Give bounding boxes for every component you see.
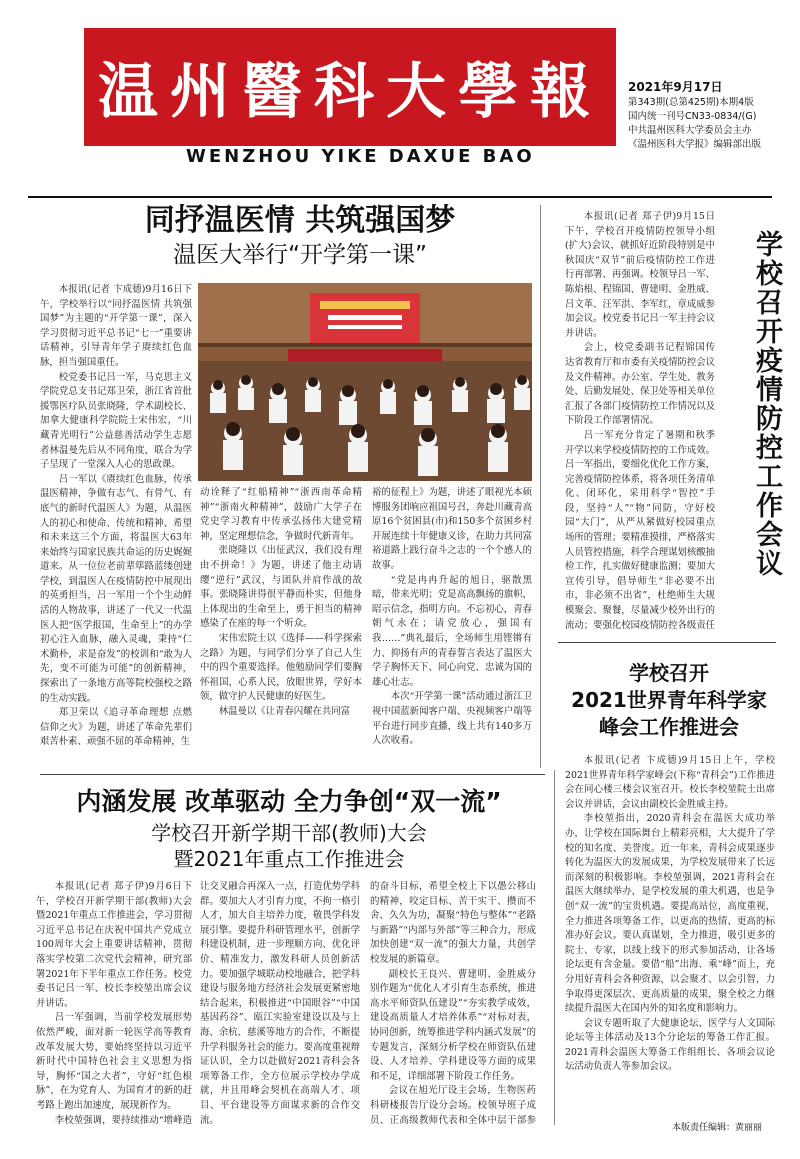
issue-editor-office: 《温州医科大学报》编辑部出版: [628, 139, 762, 150]
paragraph: 李校堃指出，2020青科会在温医大成功举办，让学校在国际舞台上精彩亮相，大大提升了学校的知名度、美誉度。近一年来，青科会成果逐步转化为温医大的发展成果，为学校发展带来了长远而深刻的积极影响。李校堃强调，2021青科会在温医大继续举办，是学校发展的重大机遇，也是争创“双一流”的宝贵机遇。要提高站位，高度重视，全力推进各项筹备工作，以更高的热情、更高的标准办好会议。要认真谋划，全力推进，吸引更多的院士、专家，以线上线下的形式参加活动，让各场论坛更有含金量。要借“船”出海、乘“峰”而上，充分用好青科会各种资源，以会聚才、以会引智，力争取得更深层次、更高质量的成果，聚全校之力继续提升温医大在国内外的知名度和影响力。: [565, 813, 775, 1015]
paragraph: 林温曼以《让青春闪耀在共同富: [218, 705, 351, 717]
paragraph: 会议在旭光厅设主会场，生物医药科研楼报告厅设分会场。校领导班子成员、正高级教师代表和全体中层干部参: [370, 1085, 536, 1126]
paragraph: 吕一军以《赓续红色血脉，传承温医精神，争做有志气、有骨气、有底气的新时代温医人》为题，从温医人的初心和使命、传统和精神、希望和未来这三个方面，将温医大63年来始终与国家民族共命运的历史娓娓道来。从一位位老前辈筚路蓝缕创建学校，到温医人在疫情防控中展现出的英勇担当，吕一军用一个个生动鲜活的人物故事，讲述了一代又一代温医人把“医学报国，生命至上”的办学初心注入血脉，融入灵魂，秉持“仁术勤朴，求是奋发”的校训和“敢为人先，变不可能为可能”的创新精神，探索出了一条地方高等院校强校之路的生动实践。: [40, 473, 192, 704]
paragraph: 会上，校党委副书记程锦国传达省教育厅和市委有关疫情防控会议及文件精神。办公室、学生处、教务处、后勤发展处、保卫处等相关单位汇报了各部门疫情防控工作情况以及下阶段工作部署情况。: [565, 342, 715, 427]
story1-title: 同抒温医情 共筑强国梦: [144, 203, 456, 238]
paragraph: 会议专题听取了大健康论坛、医学与人文国际论坛等主体活动及13个分论坛的筹备工作汇报。2021青科会温医大筹备工作组组长、各项会议论坛活动负责人等参加会议。: [565, 1017, 775, 1073]
newspaper-title: 温州醫科大學報: [98, 57, 602, 127]
paragraph: 李校堃强调，要持续推动“增峰造: [54, 1114, 192, 1126]
issue-sponsor: 中共温州医科大学委员会主办: [628, 125, 752, 136]
paragraph: 副校长王良兴、曹建明、金胜威分别作题为“优化人才引育生态系统，推进高水平师资队伍建设”“夯实教学成效，建设高质量人才培养体系”“对标对表，协同创新，统筹推进学科内涵式发展”的专题发言，深刻分析学校在师资队伍建设、人才培养、学科建设等方面的成果和不足，详细部署下阶段工作任务。: [370, 968, 536, 1082]
story4-title: 内涵发展 改革驱动 全力争创“双一流”: [76, 787, 502, 816]
paragraph: 的奋斗目标，希望全校上下以愚公移山的精神，咬定目标、苦干实干、攒而不舍、久久为功，凝聚“特色与整体”“老路与新路”“内部与外部”等三种合力，形成加快创建“双一流”的强大力量，共创学校发展的新篇章。: [370, 881, 536, 965]
paragraph: 郑卫荣以《追寻革命理想 点燃信仰之火》为题，讲述了革命先辈们艰苦朴素、顽强不屈的革命精神，生: [40, 707, 192, 748]
story1-col-right: [372, 486, 532, 768]
newspaper-pinyin: WENZHOU YIKE DAXUE BAO: [186, 146, 535, 167]
paragraph: 本报讯(记者 郑子伊)9月6日下午，学校召开新学期干部(教师)大会暨2021年重点工作推进会，学习贯彻习近平总书记在庆祝中国共产党成立100周年大会上重要讲话精神，贯彻落实学校第二次党代会精神，研究部署2021年下半年重点工作任务。校党委书记吕一军、校长李校堃出席会议并讲话。: [36, 881, 192, 1009]
paragraph: “党是冉冉升起的旭日，驱散黑暗，带来光明；党是高高飘扬的旗帜，昭示信念，指明方向。不忘初心，青春朝气永在；请党放心，强国有我……”典礼最后，全场师生用铿锵有力、抑扬有声的青春誓言表达了温医大学子胸怀天下、同心向党、忠诚为国的雄心壮志。: [372, 574, 532, 688]
paragraph: 吕一军强调，当前学校发展形势依然严峻，面对新一轮医学高等教育改革发展大势，要始终坚持以习近平新时代中国特色社会主义思想为指导，胸怀“国之大者”，守好“红色根脉”，在为党育人、为国育才的新的赶考路上跑出加速度，展现新作为。: [36, 1012, 192, 1111]
issue-date: 2021年9月17日: [628, 80, 723, 94]
paragraph: 动诠释了“红船精神”“浙西南革命精神”“浙南火种精神”，鼓励广大学子在党史学习教育中传承弘扬伟大建党精神，坚定理想信念，争做时代新青年。: [200, 487, 362, 542]
story4-col-right: [370, 880, 536, 1128]
story3-title-line1: 学校召开: [629, 661, 709, 685]
paragraph: 张晓隆以《出征武汉，我们没有理由不拼命！》为题，讲述了他主动请缨“逆行”武汉，与团队并肩作战的故事。张晓隆讲得很平静而朴实，但他身上体现出的生命至上，勇于担当的精神感染了在座的每一个听众。: [200, 545, 362, 630]
story2-title: 学校召开疫情防控工作会议: [751, 230, 782, 578]
issue-info: [628, 80, 788, 152]
story4-col-mid: [200, 880, 360, 1128]
story1-col-left: [40, 283, 192, 767]
issue-number: 第343期(总第425期)本期4版: [628, 97, 754, 108]
story4-subtitle-line1: 学校召开新学期干部(教师)大会: [151, 821, 427, 845]
masthead-divider: [28, 196, 772, 198]
paragraph: 吕一军充分肯定了暑期和秋季开学以来学校疫情防控的工作成效。吕一军指出，要细化优化工作方案，完善疫情防控体系，将各项任务清单化、闭环化，采用科学“智控”手段，坚持“人”“物”同防，守好校园“大门”，从严从紧做好校园重点场所的管理；要精准摸排，严格落实人员管控措施，科学合理谋划核酸抽检工作，扎实做好健康监测；要加大宣传引导，倡导师生“非必要不出市，非必须不出省”，杜绝师生大规模聚会、聚餐，尽量减少校外出行的流动；要强化校园疫情防控各级责任: [565, 429, 715, 630]
paragraph: 让交叉融合再深入一点，打造优势学科群。要加大人才引育力度，不拘一格引人才，加大自主培养力度，敬畏学科发展引擎。要提升科研管理水平，创新学科建设机制，进一步理顺方向、优化评价、精准发力，激发科研人员创新活力。要加强学城联动校地融合，把学科建设与服务地方经济社会发展更紧密地结合起来，积极推进“中国眼谷”“中国基因药谷”、瓯江实验室建设以及与上海、余杭、慈溪等地方的合作，不断提升学科服务社会的能力。要高度重视辩证认识，全力以赴做好2021青科会各项筹备工作，全方位展示学校办学成就，并且用峰会契机在高端人才、项目、平台建设等方面谋求新的合作交流。: [200, 881, 360, 1126]
story1-col-mid: [200, 486, 362, 768]
story3-title-line3: 峰会工作推进会: [599, 715, 739, 739]
story4-col-left: [36, 880, 192, 1128]
story1-photo: [198, 283, 532, 481]
story2-body: [565, 210, 715, 630]
paragraph: 本次“开学第一课”活动通过浙江卫视中国蓝新闻客户端、央视频客户端等平台进行同步直播，线上共有140多万人次收看。: [372, 691, 532, 747]
paragraph: 本报讯(记者 卞成德)9月15日上午，学校2021世界青年科学家峰会(下称“青科会”)工作推进会在同心楼三楼会议室召开。校长李校堃院士出席会议并讲话，会议由副校长金胜威主持。: [565, 755, 775, 810]
issue-cn: 国内统一刊号CN33-0834/(G): [628, 111, 757, 122]
paragraph: 宋伟宏院士以《选择——科学探索之路》为题，与同学们分享了自己人生中的四个重要选择。他勉励同学们要胸怀祖国，心系人民，放眼世界，学好本领，做守护人民健康的好医生。: [200, 632, 362, 703]
auditorium-photo: [198, 283, 532, 481]
paragraph: 本报讯(记者 卞成德)9月16日下午，学校举行以“同抒温医情 共筑强国梦”为主题的“开学第一课”，深入学习贯彻习近平总书记“七一”重要讲话精神，引导青年学子赓续红色血脉，担当强国重任。: [40, 284, 192, 368]
section-divider: [558, 642, 776, 643]
column-divider: [554, 770, 555, 1125]
section-divider: [40, 774, 545, 775]
story1-subtitle: 温医大举行“开学第一课”: [173, 242, 427, 268]
paragraph: 裕的征程上》为题，讲述了眼视光本硕博服务团响应祖国号召，奔赴川藏青高原16个贫困县(市)和150多个贫困乡村开展连续十年健康义诊，在助力共同富裕道路上践行奋斗之志的一个个感人的故事。: [372, 487, 532, 571]
masthead-banner: [84, 28, 616, 146]
column-divider: [540, 205, 541, 768]
story3-title-line2: 2021世界青年科学家: [571, 688, 767, 712]
paragraph: 校党委书记吕一军，马克思主义学院党总支书记郑卫荣，浙江省首批援鄂医疗队员张晓隆，学术副校长、加拿大健康科学院院士宋伟宏，“川藏青光明行”公益慈善活动学生志愿者林温曼先后从不同角度，联合为学子呈现了一堂深入人心的思政课。: [40, 371, 192, 471]
story4-subtitle-line2: 暨2021年重点工作推进会: [173, 847, 405, 871]
paragraph: 本报讯(记者 郑子伊)9月15日下午，学校召开疫情防控领导小组(扩大)会议，就抓好近阶段特别是中秋国庆“双节”前后疫情防控工作进行再部署、再强调。校领导吕一军、陈焰根、程锦国、曹建明、金胜威、吕文革、汪军洪、李军红，章成威参加会议。校党委书记吕一军主持会议并讲话。: [565, 211, 715, 339]
page-editor-credit: 本版责任编辑：黄丽丽: [671, 1123, 762, 1133]
story3-body: [565, 754, 775, 1106]
